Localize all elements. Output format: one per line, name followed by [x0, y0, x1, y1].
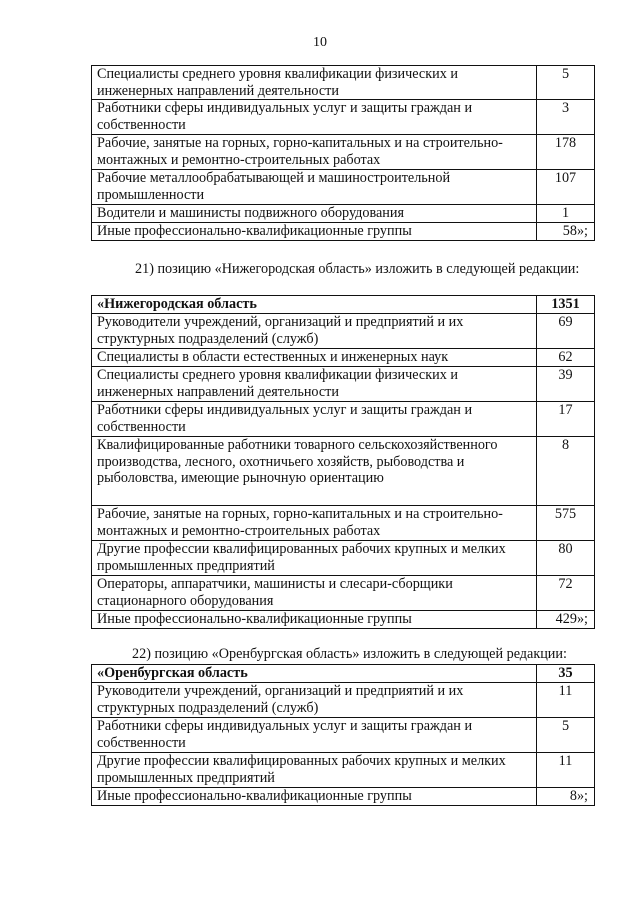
row-label: Специалисты среднего уровня квалификации физических и инженерных направлений деятельности: [92, 66, 537, 100]
table-row: [92, 788, 595, 806]
row-value: 11: [537, 753, 595, 788]
table-continuation: [91, 65, 595, 241]
row-value: 107: [537, 170, 595, 205]
row-value: 429»;: [537, 611, 595, 629]
region-total: 1351: [537, 296, 595, 314]
row-label: Рабочие, занятые на горных, горно-капитальных и на строительно-монтажных и ремонтно-строительных работах: [92, 135, 537, 170]
region-total: 35: [537, 665, 595, 683]
table-row: [92, 135, 595, 170]
table-row: [92, 100, 595, 135]
table-header-row: [92, 296, 595, 314]
table-row: [92, 541, 595, 576]
table-row: [92, 576, 595, 611]
row-value: 3: [537, 100, 595, 135]
table-row: [92, 506, 595, 541]
row-label: Квалифицированные работники товарного сельскохозяйственного производства, лесного, охотничьего хозяйств, рыбоводства и рыболовства, имеющие рыночную ориентацию: [92, 437, 537, 506]
row-value: 1: [537, 205, 595, 223]
table-row: [92, 349, 595, 367]
row-label: Рабочие металлообрабатывающей и машиностроительной промышленности: [92, 170, 537, 205]
region-name: «Оренбургская область: [92, 665, 537, 683]
region-name: «Нижегородская область: [92, 296, 537, 314]
page-number: 10: [313, 35, 327, 50]
table-row: [92, 223, 595, 241]
row-value: 72: [537, 576, 595, 611]
row-value: 58»;: [537, 223, 595, 241]
table-row: [92, 402, 595, 437]
row-value: 39: [537, 367, 595, 402]
paragraph-21-text: 21) позицию «Нижегородская область» изложить в следующей редакции:: [135, 261, 580, 277]
table-row: [92, 683, 595, 718]
table-row: [92, 367, 595, 402]
row-label: Работники сферы индивидуальных услуг и защиты граждан и собственности: [92, 718, 537, 753]
table-row: [92, 718, 595, 753]
table-row: [92, 170, 595, 205]
table-nizhegorodskaya: [91, 295, 595, 629]
table-row: [92, 611, 595, 629]
row-label: Рабочие, занятые на горных, горно-капитальных и на строительно-монтажных и ремонтно-строительных работах: [92, 506, 537, 541]
table-row: [92, 66, 595, 100]
row-value: 11: [537, 683, 595, 718]
row-value: 5: [537, 66, 595, 100]
row-label: Специалисты среднего уровня квалификации физических и инженерных направлений деятельности: [92, 367, 537, 402]
row-label: Работники сферы индивидуальных услуг и защиты граждан и собственности: [92, 402, 537, 437]
row-label: Руководители учреждений, организаций и предприятий и их структурных подразделений (служб): [92, 314, 537, 349]
row-value: 178: [537, 135, 595, 170]
table-row: [92, 205, 595, 223]
row-label: Водители и машинисты подвижного оборудования: [92, 205, 537, 223]
row-value: 80: [537, 541, 595, 576]
row-value: 62: [537, 349, 595, 367]
row-label: Руководители учреждений, организаций и предприятий и их структурных подразделений (служб): [92, 683, 537, 718]
paragraph-22: [91, 646, 595, 663]
row-value: 69: [537, 314, 595, 349]
paragraph-22-text: 22) позицию «Оренбургская область» изложить в следующей редакции:: [132, 646, 567, 662]
row-label: Работники сферы индивидуальных услуг и защиты граждан и собственности: [92, 100, 537, 135]
row-value: 575: [537, 506, 595, 541]
table-header-row: [92, 665, 595, 683]
paragraph-21: [91, 261, 595, 278]
row-value: 17: [537, 402, 595, 437]
row-value: 5: [537, 718, 595, 753]
row-label: Иные профессионально-квалификационные группы: [92, 223, 537, 241]
row-label: Другие профессии квалифицированных рабочих крупных и мелких промышленных предприятий: [92, 541, 537, 576]
row-label: Специалисты в области естественных и инженерных наук: [92, 349, 537, 367]
row-label: Иные профессионально-квалификационные группы: [92, 788, 537, 806]
row-label: Операторы, аппаратчики, машинисты и слесари-сборщики стационарного оборудования: [92, 576, 537, 611]
row-label: Другие профессии квалифицированных рабочих крупных и мелких промышленных предприятий: [92, 753, 537, 788]
row-value: 8»;: [537, 788, 595, 806]
row-value: 8: [537, 437, 595, 506]
table-row: [92, 753, 595, 788]
table-row: [92, 437, 595, 506]
table-row: [92, 314, 595, 349]
row-label: Иные профессионально-квалификационные группы: [92, 611, 537, 629]
table-orenburgskaya: [91, 664, 595, 806]
